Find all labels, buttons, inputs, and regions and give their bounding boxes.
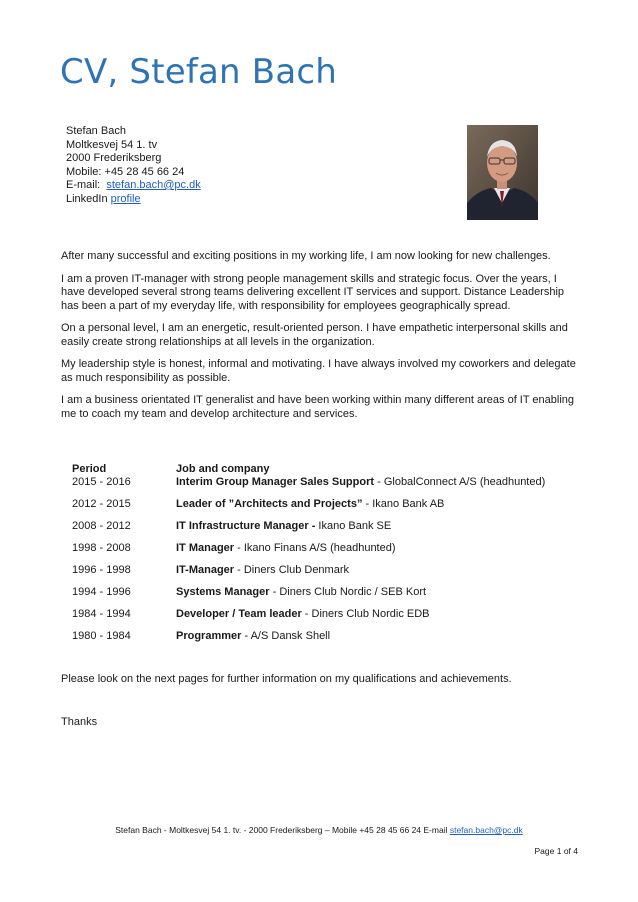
job-company: - Ikano Finans A/S (headhunted) (234, 542, 396, 554)
contact-street: Moltkesvej 54 1. tv (66, 138, 158, 151)
email-link[interactable]: stefan.bach@pc.dk (106, 179, 201, 191)
linkedin-profile-link[interactable]: profile (110, 192, 141, 205)
career-row (72, 608, 545, 621)
job-title: IT Manager (176, 542, 235, 554)
career-period: 2008 - 2012 (72, 520, 131, 532)
career-period: 2012 - 2015 (72, 498, 131, 510)
career-row (72, 476, 545, 489)
job-company: - Diners Club Nordic EDB (301, 608, 430, 620)
job-title: IT-Manager (176, 564, 235, 576)
career-table (72, 463, 545, 652)
period-header: Period (72, 463, 107, 475)
contact-city: 2000 Frederiksberg (66, 152, 162, 164)
career-job (176, 520, 391, 533)
career-header (72, 463, 545, 476)
job-company: - Ikano Bank AB (362, 498, 445, 510)
career-period: 1998 - 2008 (72, 542, 131, 554)
closing-text: Please look on the next pages for further information on my qualifications and achievements. (61, 673, 512, 685)
career-period: 1994 - 1996 (72, 586, 131, 598)
job-title: IT Infrastructure Manager - (176, 520, 316, 532)
intro-paragraph: On a personal level, I am an energetic, result-oriented person. I have empathetic interpersonal skills and easily create strong relationships at all levels in the organization. (61, 322, 568, 348)
page-title: CV, Stefan Bach (60, 52, 338, 92)
job-header: Job and company (176, 463, 270, 475)
job-title: Developer / Team leader (176, 608, 302, 620)
career-row (72, 542, 545, 555)
contact-linkedin-line (66, 193, 201, 207)
career-job (176, 564, 349, 577)
intro-text (61, 250, 581, 430)
career-row (72, 586, 545, 599)
job-company: - Diners Club Nordic / SEB Kort (269, 586, 427, 598)
career-job (176, 608, 430, 621)
career-period: 1980 - 1984 (72, 630, 131, 642)
intro-paragraph: My leadership style is honest, informal and motivating. I have always involved my coworkers and delegate as much responsibility as possible. (61, 358, 576, 384)
intro-paragraph: I am a proven IT-manager with strong people management skills and strategic focus. Over the years, I have developed several strong teams delivering excellent IT services and support. Distance Leadership has been a part of my everyday life, with responsibility for employees geographically spread. (61, 272, 565, 312)
thanks-text: Thanks (61, 716, 98, 728)
linkedin-label: LinkedIn (66, 192, 108, 205)
career-row (72, 630, 545, 643)
job-company: Ikano Bank SE (315, 520, 392, 532)
portrait-image (467, 125, 538, 220)
intro-paragraph: After many successful and exciting positions in my working life, I am now looking for new challenges. (61, 250, 551, 262)
job-title: Systems Manager (176, 586, 270, 598)
career-row (72, 564, 545, 577)
career-period: 1996 - 1998 (72, 564, 131, 576)
profile-photo (467, 125, 538, 220)
career-job (176, 630, 330, 643)
job-title: Interim Group Manager Sales Support (176, 476, 375, 488)
job-title: Leader of ”Architects and Projects” (176, 498, 363, 510)
career-job (176, 498, 444, 511)
job-company: - A/S Dansk Shell (241, 630, 331, 642)
footer-text: Stefan Bach - Moltkesvej 54 1. tv. - 2000 Frederiksberg – Mobile +45 28 45 66 24 E-mail (115, 825, 450, 835)
page-footer (0, 825, 638, 835)
page-number: Page 1 of 4 (534, 846, 578, 856)
contact-block (66, 125, 201, 206)
contact-email-line (66, 179, 201, 193)
footer-email-link[interactable]: stefan.bach@pc.dk (449, 825, 523, 835)
career-job (176, 586, 426, 599)
career-period: 2015 - 2016 (72, 476, 131, 488)
contact-name: Stefan Bach (66, 125, 126, 137)
career-row (72, 520, 545, 533)
email-label: E-mail: (66, 179, 101, 191)
career-job (176, 476, 545, 489)
intro-paragraph: I am a business orientated IT generalist and have been working within many different areas of IT enabling me to coach my team and develop architecture and services. (61, 394, 575, 420)
job-company: - Diners Club Denmark (234, 564, 349, 576)
contact-mobile: Mobile: +45 28 45 66 24 (66, 165, 185, 178)
job-company: - GlobalConnect A/S (headhunted) (374, 476, 546, 488)
career-row (72, 498, 545, 511)
career-period: 1984 - 1994 (72, 608, 131, 620)
career-job (176, 542, 396, 555)
job-title: Programmer (176, 630, 242, 642)
